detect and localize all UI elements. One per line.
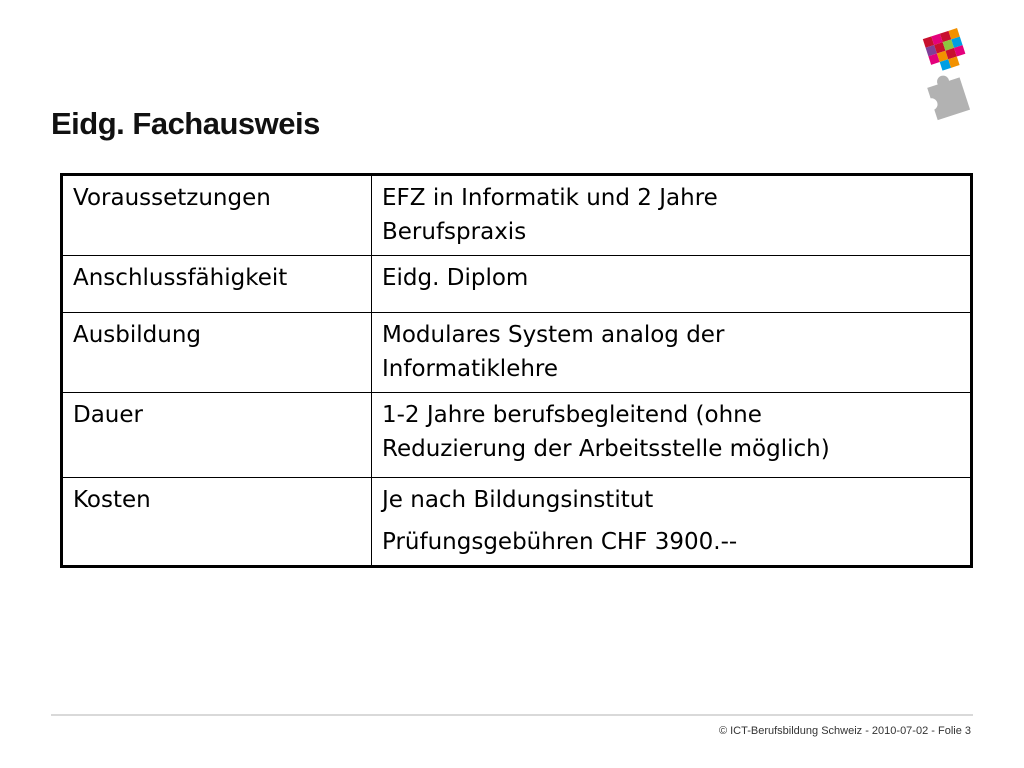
value-line: 1-2 Jahre berufsbegleitend (ohne [382, 402, 762, 428]
table-row [62, 393, 972, 478]
value-line: Eidg. Diplom [382, 265, 529, 291]
value-line: Reduzierung der Arbeitsstelle möglich) [382, 436, 830, 462]
table-row [62, 478, 972, 567]
row-value [372, 256, 972, 313]
value-line: EFZ in Informatik und 2 Jahre [382, 185, 718, 211]
value-line: Berufspraxis [382, 219, 527, 245]
puzzle-logo-icon [918, 22, 978, 126]
row-value [372, 478, 972, 567]
row-value [372, 393, 972, 478]
row-label: Anschlussfähigkeit [62, 256, 372, 313]
row-label: Dauer [62, 393, 372, 478]
footer-divider [51, 714, 973, 716]
slide-footer: © ICT-Berufsbildung Schweiz - 2010-07-02 - Folie 3 [718, 725, 971, 737]
value-line: Informatiklehre [382, 356, 559, 382]
table-row [62, 175, 972, 256]
value-line: Je nach Bildungsinstitut [382, 487, 654, 513]
row-label: Kosten [62, 478, 372, 567]
value-line: Prüfungsgebühren CHF 3900.-- [382, 529, 738, 555]
slide-title: Eidg. Fachausweis [51, 106, 320, 141]
table-row [62, 313, 972, 393]
value-line: Modulares System analog der [382, 322, 725, 348]
row-label: Voraussetzungen [62, 175, 372, 256]
table-row [62, 256, 972, 313]
row-value [372, 313, 972, 393]
row-label: Ausbildung [62, 313, 372, 393]
info-table [60, 173, 973, 568]
row-value [372, 175, 972, 256]
